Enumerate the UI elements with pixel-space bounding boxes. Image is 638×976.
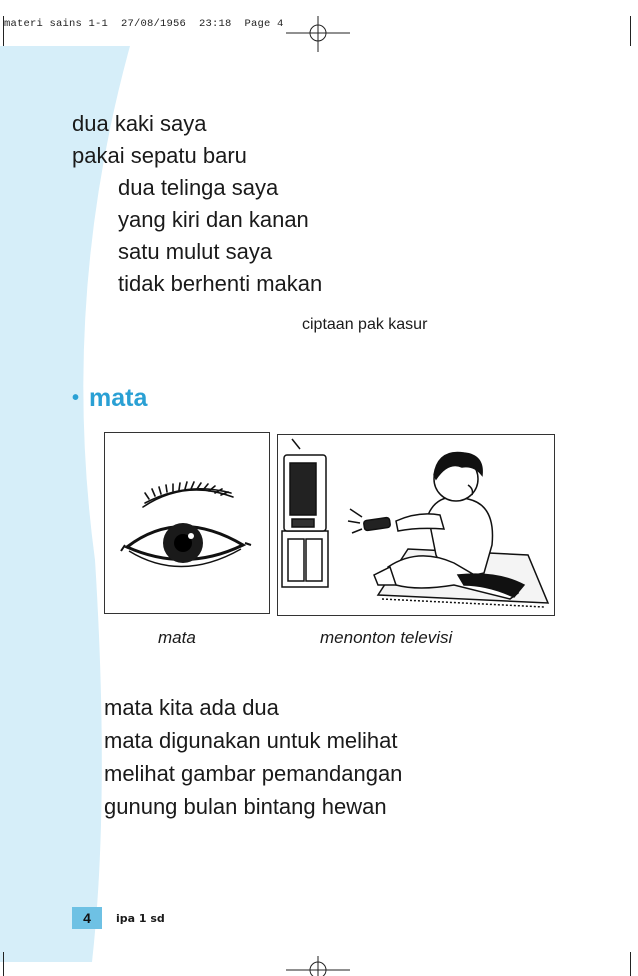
body-paragraph — [104, 691, 402, 823]
trim-line-bottom-left — [3, 952, 4, 976]
poem-line: dua kaki saya — [72, 111, 207, 136]
figure-watching-tv — [277, 434, 555, 616]
child-watching-tv-illustration — [278, 435, 554, 615]
trim-line-right — [630, 16, 631, 46]
registration-mark-top — [286, 16, 350, 52]
poem-stanza-2 — [118, 172, 322, 300]
body-line: melihat gambar pemandangan — [104, 761, 403, 786]
eye-icon — [105, 433, 269, 613]
registration-mark-bottom — [286, 956, 350, 976]
trim-line-left — [3, 16, 4, 46]
poem-line: dua telinga saya — [118, 175, 279, 200]
page-footer — [72, 907, 165, 929]
figure-eye — [104, 432, 270, 614]
body-line: mata digunakan untuk melihat — [104, 728, 398, 753]
figure-caption-eye: mata — [158, 628, 196, 647]
poem-credit: ciptaan pak kasur — [302, 316, 428, 333]
poem-line: tidak berhenti makan — [118, 271, 323, 296]
footer-label: ipa 1 sd — [116, 911, 165, 925]
poem-line: satu mulut saya — [118, 239, 273, 264]
section-title: mata — [89, 384, 148, 412]
poem-stanza-1 — [72, 108, 247, 172]
section-heading — [72, 384, 147, 413]
poem-line: pakai sepatu baru — [72, 143, 247, 168]
bullet-icon: • — [72, 387, 80, 409]
body-line: mata kita ada dua — [104, 695, 279, 720]
trim-line-bottom-right — [630, 952, 631, 976]
poem-line: yang kiri dan kanan — [118, 207, 309, 232]
figure-caption-tv: menonton televisi — [320, 628, 453, 647]
body-line: gunung bulan bintang hewan — [104, 794, 387, 819]
page-number: 4 — [72, 907, 102, 929]
print-header: materi sains 1-1 27/08/1956 23:18 Page 4 — [4, 18, 284, 30]
